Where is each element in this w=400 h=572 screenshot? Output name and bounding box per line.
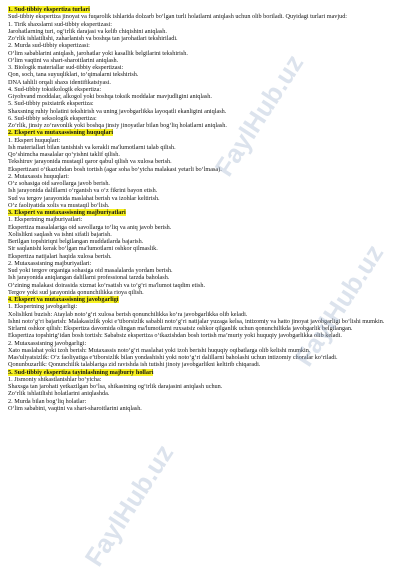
text-line: Ekspertizani o‘tkazishdan bosh tortish (agar soha bo‘yicha malakasi yetarli bo‘lmasa). <box>8 165 222 173</box>
text-line: Zo‘rlik ishlatilishi, zaharlanish va boshqa tan jarohatlari tekshiriladi. <box>8 35 178 42</box>
section-heading-text: 3. Ekspert va mutaxassisning majburiyatlari <box>8 209 126 216</box>
paragraph: Mas'uliyatsizlik: O‘z faoliyatiga e’tiborsizlik bilan yondashishi yoki noto‘g‘ri dalillarni baholashi uchun intizomiy choralar ko‘riladi. <box>8 354 338 361</box>
text-line: Ish materiallari bilan tanishish va kerakli ma'lumotlarni talab qilish. <box>8 143 176 151</box>
watermark: FaylHub.uz <box>78 438 180 572</box>
section-heading-text: 4. Ekspert va mutaxassisning javobgarligi <box>8 296 119 303</box>
text-line: Qon, soch, tana suyuqliklari, to‘qimalarni tekshirish. <box>8 71 139 79</box>
text-line: 1. Ekspertning majburiyatlari: <box>8 216 83 224</box>
section-heading <box>8 6 392 13</box>
text-line: 1. Tirik shaxslarni sud-tibbiy ekspertizasi: <box>8 20 112 28</box>
text-line: O‘z sohasiga oid savollarga javob berish. <box>8 180 110 187</box>
text-line: 2. Murda bilan bog‘liq holatlar: <box>8 397 87 405</box>
text-line: Ekspertiza masalalariga oid savollarga to‘liq va aniq javob berish. <box>8 223 172 231</box>
watermark: FaylHub.uz <box>208 48 310 182</box>
text-line: Zo‘rlik ishlatilishi holatlarini aniqlashda. <box>8 390 110 398</box>
text-line: 2. Murda sud-tibbiy ekspertizasi: <box>8 42 90 50</box>
text-line: O‘lim vaqtini va shart-sharoitlarini aniqlash. <box>8 56 119 64</box>
paragraph: Sirlarni oshkor qilish: Ekspertiza davomida olingan ma'lumotlarni ruxsatsiz oshkor qilganlik uchun qonunchilikda javobgarlik belgilangan. <box>8 325 353 332</box>
text-line: 4. Sud-tibbiy toksikologik ekspertiza: <box>8 85 102 93</box>
text-line: 1. Jismoniy shikastlanishlar bo‘yicha: <box>8 375 102 383</box>
text-line: 5. Sud-tibbiy psixiatrik ekspertiza: <box>8 100 94 108</box>
text-line: Shaxsning ruhiy holatini tekshirish va uning javobgarlikka layoqatli ekanligini aniqlash. <box>8 107 227 115</box>
text-line: 1. Ekspert huquqlari: <box>8 136 61 144</box>
text-line: Sir saqlanishi kerak bo‘lgan ma'lumotlarni oshkor qilmaslik. <box>8 245 158 253</box>
text-line: Tekshiruv jarayonida mustaqil qaror qabul qilish va xulosa berish. <box>8 158 172 166</box>
text-line: O‘zining malakasi doirasida xizmat ko‘rsatish va to‘g‘ri ma'lumot taqdim etish. <box>8 281 206 289</box>
text-line: Giyohvand moddalar, alkogol yoki boshqa toksik moddalar mavjudligini aniqlash. <box>8 93 212 100</box>
text-line: 3. Biologik materiallar sud-tibbiy ekspertizasi: <box>8 64 124 71</box>
text-line: Tergov yoki sud jarayonida qonunchilikka rioya qilish. <box>8 288 144 296</box>
section-heading <box>8 129 392 136</box>
text-line: Sud va tergov jarayonida maslahat berish va izohlar keltirish. <box>8 194 160 202</box>
text-line: Ish jarayonida aniqlangan dalillarni professional tarzda baholash. <box>8 274 170 282</box>
watermark: FaylHub.uz <box>288 238 390 372</box>
text-line: O‘lim sababini, vaqtini va shart-sharoitlarini aniqlash. <box>8 404 142 412</box>
text-line: DNA tahlili orqali shaxs identifikatsiyasi. <box>8 78 111 86</box>
text-line: 2. Mutaxassis huquqlari: <box>8 172 70 180</box>
paragraph: Xato maslahat yoki izoh berish: Mutaxassis noto‘g‘ri maslahat yoki izoh berishi huquqiy oqibatlarga olib kelishi mumkin. <box>8 346 311 354</box>
text-line: Jarohatlarning turi, og‘irlik darajasi va kelib chiqishini aniqlash. <box>8 27 167 35</box>
text-line: O‘lim sabablarini aniqlash, jarohatlar yoki kasallik belgilarini tekshirish. <box>8 49 188 57</box>
section-heading <box>8 296 392 303</box>
section-heading-text: 2. Ekspert va mutaxassisning huquqlari <box>8 129 114 137</box>
text-line: 6. Sud-tibbiy seksologik ekspertiza: <box>8 114 97 122</box>
paragraph: Sud-tibbiy ekspertiza jinoyat va fuqarolik ishlarida dolzarb bo‘lgan turli holatlarni aniqlash uchun olib boriladi. Quyidagi turlari mavjud: <box>8 13 348 21</box>
text-line: Ish jarayonida dalillarni o‘rganish va o‘z fikrini bayon etish. <box>8 187 158 195</box>
text-line: Qo‘shimcha masalalar qo‘yishni taklif qilish. <box>8 151 120 158</box>
section-heading-text: 5. Sud-tibbiy ekspertiza tayinlashning majburiy hollari <box>8 368 154 376</box>
text-line: 2. Mutaxassisning javobgarligi: <box>8 339 87 347</box>
section-heading <box>8 369 392 376</box>
paragraph: Ekspertiza topshirig‘idan bosh tortish: Sababsiz ekspertiza o‘tkazishdan bosh tortish ma’muriy yoki huquqiy javobgarlikka olib keladi. <box>8 332 342 340</box>
section-heading <box>8 209 392 216</box>
text-line: 2. Mutaxassisning majburiyatlari: <box>8 259 92 267</box>
text-line: Shaxsga tan jarohati yetkazilgan bo‘lsa, shikastning og‘irlik darajasini aniqlash uchun. <box>8 383 223 390</box>
text-line: Sud yoki tergov organiga sohasiga oid masalalarda yordam berish. <box>8 267 173 274</box>
text-line: Berilgan topshiriqni belgilangan muddatlarda bajarish. <box>8 238 144 245</box>
text-line: Zo‘rlik, jinsiy zo‘ravonlik yoki boshqa jinsiy jinoyatlar bilan bog‘liq holatlarni aniqlash. <box>8 122 227 129</box>
paragraph: Ishni noto‘g‘ri bajarish: Malakasizlik yoki e’tiborsizlik sababli noto‘g‘ri natijalar yuzaga kelsa, intizomiy va hatto jinoyat javobgarligi bo‘lishi mumkin. <box>8 317 385 325</box>
section-heading-text: 1. Sud-tibbiy ekspertiza turlari <box>8 6 90 13</box>
text-line: O‘z faoliyatida xolis va mustaqil bo‘lish. <box>8 201 110 209</box>
text-line: Xolislikni saqlash va ishni sifatli bajarish. <box>8 230 112 238</box>
text-line: Ekspertiza natijalari haqida xulosa berish. <box>8 252 112 260</box>
text-line: Xolislikni buzish: Ataylab noto‘g‘ri xulosa berish qonunchilikka ko‘ra javobgarlikka olib keladi. <box>8 310 248 318</box>
text-line: Qonunbuzarlik: Qonunchilik talablariga zid ravishda ish tutishi jinoiy javobgarlikni keltirib chiqaradi. <box>8 361 261 369</box>
text-line: 1. Ekspertning javobgarligi: <box>8 303 78 311</box>
